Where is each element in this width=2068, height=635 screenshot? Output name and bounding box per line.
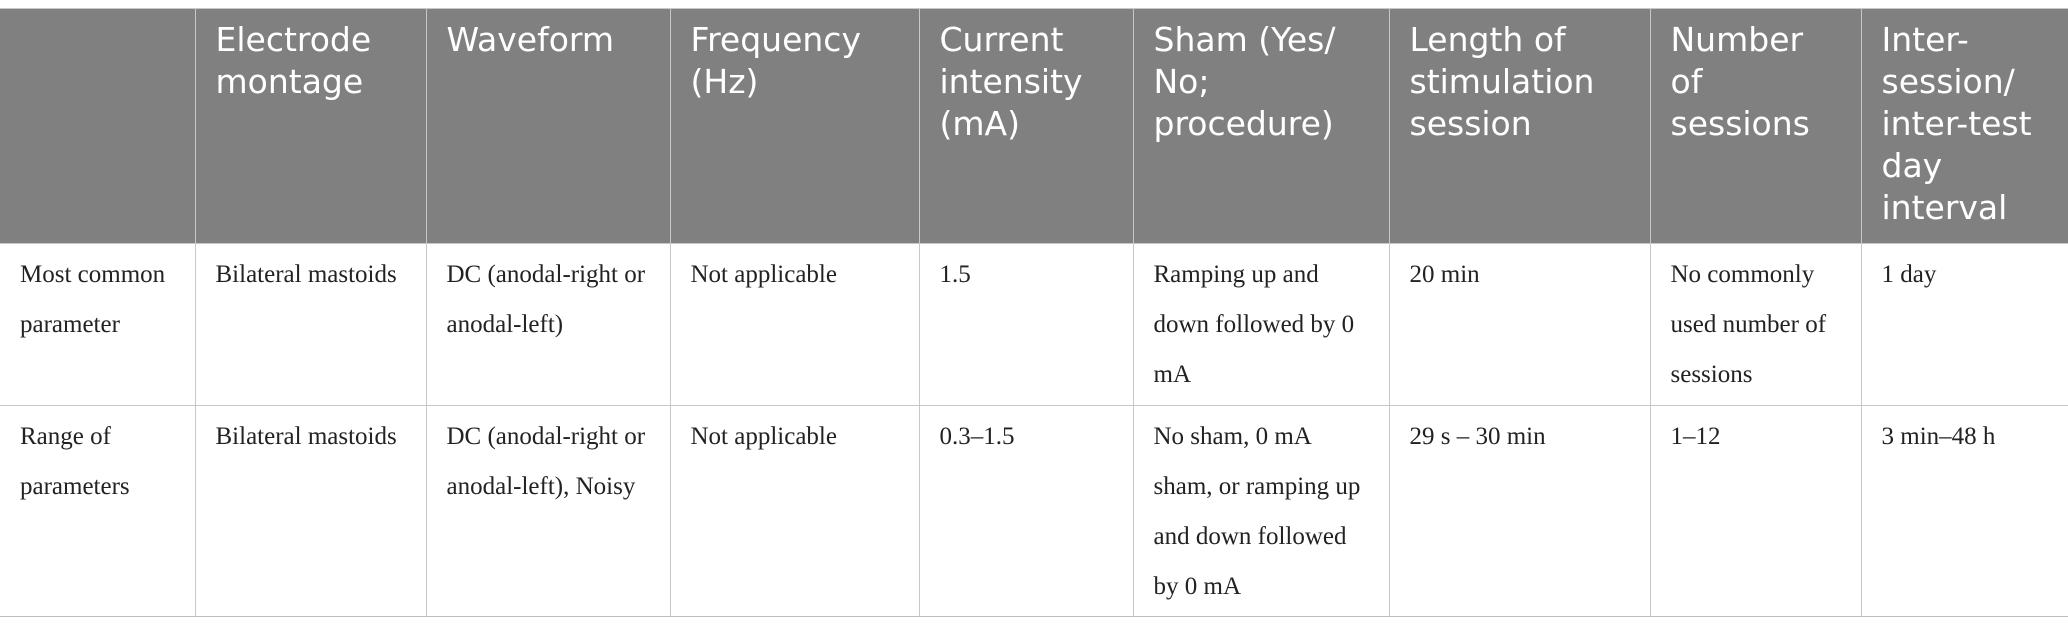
header-frequency: Frequency (Hz) xyxy=(670,9,919,244)
table-row xyxy=(0,406,2068,617)
row-label: Most common parameter xyxy=(0,244,195,406)
header-current-intensity: Current intensity (mA) xyxy=(919,9,1133,244)
table-cell: Not applicable xyxy=(670,406,919,617)
table-cell: No commonly used number of sessions xyxy=(1650,244,1861,406)
table-cell: DC (anodal-right or anodal-left), Noisy xyxy=(426,406,670,617)
table-row xyxy=(0,244,2068,406)
header-cell-empty xyxy=(0,9,195,244)
table-cell: 29 s – 30 min xyxy=(1389,406,1650,617)
table-cell: Ramping up and down followed by 0 mA xyxy=(1133,244,1389,406)
row-label: Range of parameters xyxy=(0,406,195,617)
table-cell: 0.3–1.5 xyxy=(919,406,1133,617)
table-cell: Not applicable xyxy=(670,244,919,406)
table-cell: 1–12 xyxy=(1650,406,1861,617)
table-cell: DC (anodal-right or anodal-left) xyxy=(426,244,670,406)
table-cell: 3 min–48 h xyxy=(1861,406,2068,617)
table-cell: Bilateral mastoids xyxy=(195,244,426,406)
header-number-of-sessions: Number of sessions xyxy=(1650,9,1861,244)
table-cell: 20 min xyxy=(1389,244,1650,406)
header-interval: Inter-session/ inter-test day interval xyxy=(1861,9,2068,244)
header-electrode-montage: Electrode montage xyxy=(195,9,426,244)
header-row xyxy=(0,9,2068,244)
table-cell: 1.5 xyxy=(919,244,1133,406)
table-cell: Bilateral mastoids xyxy=(195,406,426,617)
parameters-table xyxy=(0,8,2068,617)
header-sham: Sham (Yes/ No; procedure) xyxy=(1133,9,1389,244)
table-cell: No sham, 0 mA sham, or ramping up and down followed by 0 mA xyxy=(1133,406,1389,617)
header-waveform: Waveform xyxy=(426,9,670,244)
table-cell: 1 day xyxy=(1861,244,2068,406)
header-session-length: Length of stimulation session xyxy=(1389,9,1650,244)
